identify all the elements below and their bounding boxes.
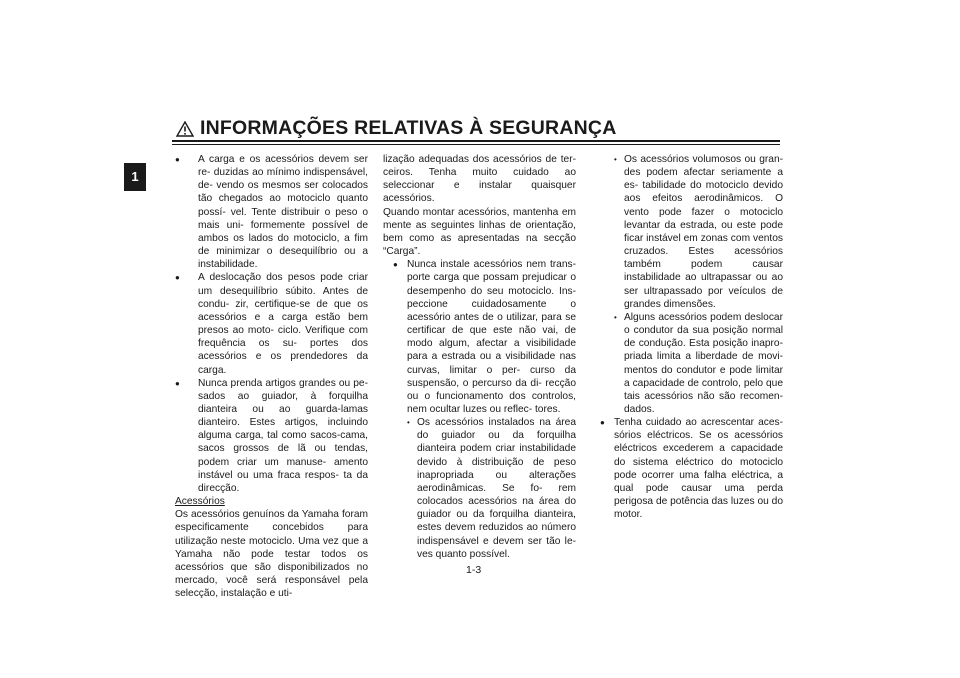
paragraph: Quando montar acessórios, mantenha em mente as seguintes linhas de orientação, bem como as apresentadas na secção “Carga”. [383, 206, 576, 258]
bullet-dot-icon: ● [600, 418, 605, 428]
bullet-item: ● Nunca prenda artigos grandes ou pe- sados ao guiador, à forquilha dianteira ou ao guarda-lamas dianteiro. Estes artigos, incluindo alguma carga, tal como sacos-cama, sacos grossos de lã ou tendas, podem criar um manuse- amento instável ou uma fraca respos- ta da direcção. [175, 377, 368, 494]
bullet-item: ● Nunca instale acessórios nem trans- porte carga que possam prejudicar o desempenho do seu motociclo. Ins- peccione cuidadosamente o acessório antes de o utilizar, para se certificar de que este não vai, de modo algum, afectar a visibilidade para a estrada ou a visibilidade nas curvas, limitar o per- curso da suspensão, o percurso da di- recção ou o funcionamento dos controlos, nem ocultar luzes ou reflec- tores. [393, 259, 576, 415]
bullet-dot-icon: ● [393, 260, 398, 270]
sub-bullet-item: • Os acessórios instalados na área do guiador ou da forquilha dianteira podem criar instabilidade devido à distribuição de peso inapropriada ou alterações aerodinâmicas. Se fo- rem colocados acessórios na área do guiador ou da forquilha dianteira, estes devem reduzidos ao número indispensável e devem ser tão le- ves quanto possível. [407, 417, 576, 560]
section-heading: Acessórios [175, 496, 225, 508]
column-1 [175, 153, 368, 600]
warning-triangle-icon [176, 121, 194, 137]
chapter-tab: 1 [124, 163, 146, 191]
header-rule-thin [172, 144, 780, 145]
bullet-item: ● A carga e os acessórios devem ser re- duzidas ao mínimo indispensável, de- vendo os mesmos ser colocados tão chegados ao motociclo quanto possí- vel. Tente distribuir o peso o mais uni- formemente possível de ambos os lados do motociclo, a fim de minimizar o desequilíbrio ou a instabilidade. [175, 154, 368, 271]
paragraph: lização adequadas dos acessórios de ter- ceiros. Tenha muito cuidado ao seleccionar e instalar quaisquer acessórios. [383, 154, 576, 205]
bullet-dot-icon: ● [175, 378, 180, 388]
page-title: INFORMAÇÕES RELATIVAS À SEGURANÇA [200, 117, 617, 139]
header-rule [172, 140, 780, 142]
column-2 [383, 153, 576, 561]
bullet-dot-icon: ● [175, 273, 180, 283]
sub-bullet-group [590, 153, 783, 416]
small-bullet-icon: • [407, 418, 410, 428]
small-bullet-icon: • [614, 312, 617, 322]
sub-bullet-item: • Alguns acessórios podem deslocar o condutor da sua posição normal de condução. Esta posição inapro- priada limita a liberdade de movi- mentos do condutor e pode limitar a capacidade de controlo, pelo que tais acessórios não são recomen- dados. [614, 311, 783, 415]
bullet-item: ● A deslocação dos pesos pode criar um desequilíbrio súbito. Antes de condu- zir, certifique-se de que os acessórios e a carga estão bem presos ao moto- ciclo. Verifique com frequência os su- portes dos acessórios e os prendedores da carga. [175, 272, 368, 376]
bullet-dot-icon: ● [175, 155, 180, 164]
column-3 [590, 153, 783, 521]
paragraph: Os acessórios genuínos da Yamaha foram especificamente concebidos para utilização neste motociclo. Uma vez que a Yamaha não pode testar todos os acessórios que são disponibilizados no mercado, você será responsável pela selecção, instalação e uti- [175, 509, 368, 600]
sub-bullet-group [383, 416, 576, 561]
bullet-item: ● Tenha cuidado ao acrescentar aces- sórios eléctricos. Se os acessórios eléctricos excederem a capacidade do sistema eléctrico do motociclo pode ocorrer uma falha eléctrica, a qual pode causar uma perda perigosa de potência das luzes ou do motor. [600, 417, 783, 521]
page-header [172, 117, 780, 145]
sub-bullet-item: • Os acessórios volumosos ou gran- des podem afectar seriamente a es- tabilidade do motociclo devido aos efeitos aerodinâmicos. O vento pode fazer o motociclo levantar da estrada, ou este pode ficar instável em zonas com ventos cruzados. Estes acessórios também podem causar instabilidade ao ultrapassar ou ao ser ultrapassado por veículos de grandes dimensões. [614, 154, 783, 310]
small-bullet-icon: • [614, 155, 617, 164]
page-number: 1-3 [466, 564, 482, 576]
